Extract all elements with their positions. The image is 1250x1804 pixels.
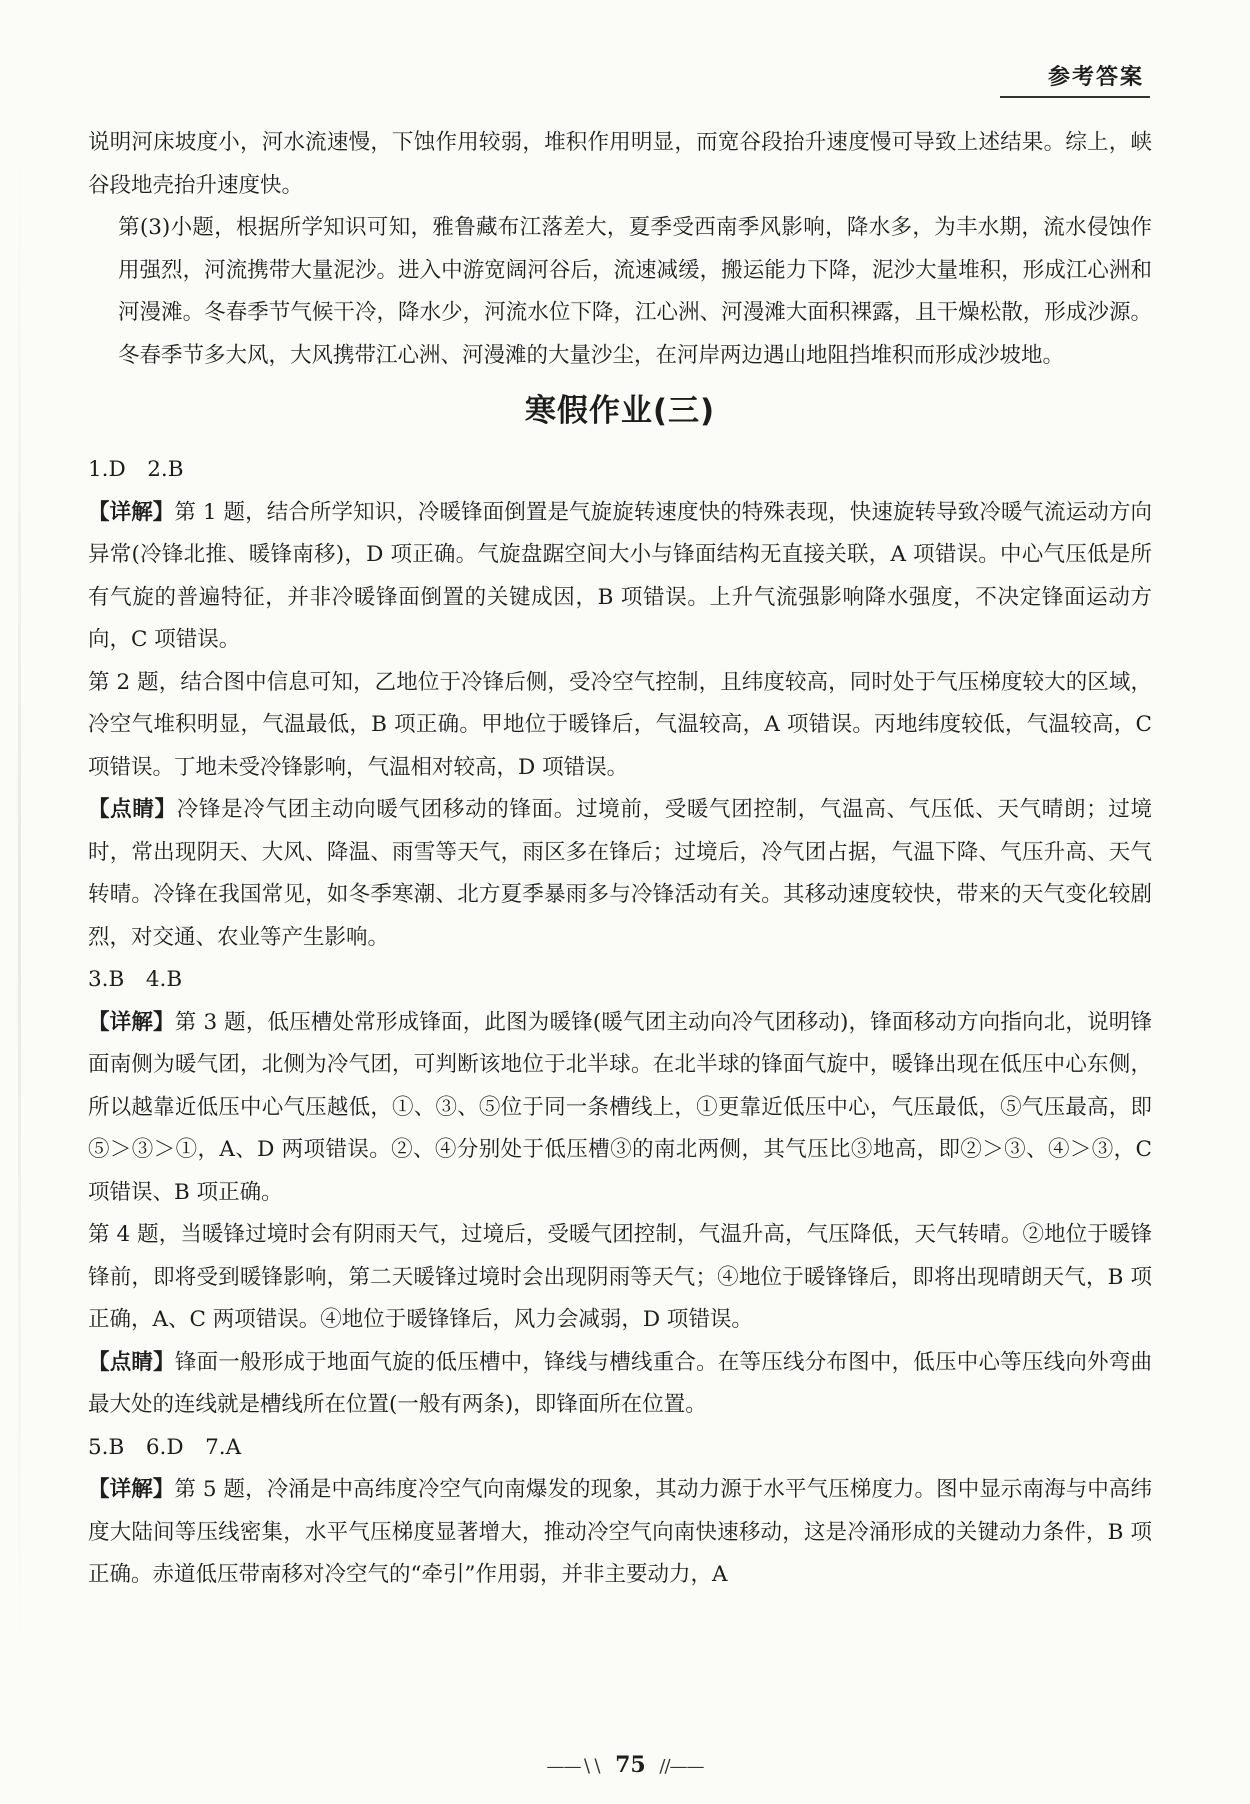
insight-text: 冷锋是冷气团主动向暖气团移动的锋面。过境前，受暖气团控制，气温高、气压低、天气晴朗；过境时，常出现阴天、大风、降温、雨雪等天气，雨区多在锋后；过境后，冷气团占据，气温下降、气压升高、天气转晴。冷锋在我国常见，如冬季寒潮、北方夏季暴雨多与冷锋活动有关。其移动速度较快，带来的天气变化较剧烈，对交通、农业等产生影响。 (88, 797, 1152, 950)
insight-tag: 【点睛】 (88, 797, 177, 822)
explanation-tag: 【详解】 (88, 1009, 175, 1035)
answer-line-1: 1.D 2.B (88, 457, 184, 482)
footer-ornament-right-icon: //—— (659, 1756, 704, 1777)
page-number: 75 (615, 1752, 646, 1778)
header-rule (1000, 96, 1150, 98)
explanation-paragraph (88, 492, 1152, 662)
insight-tag: 【点睛】 (88, 1349, 175, 1375)
page-binding-shadow (18, 150, 21, 1650)
explanation-tag: 【详解】 (88, 1477, 175, 1502)
page-content (88, 122, 1152, 1597)
page-footer (0, 1752, 1250, 1778)
explanation-text: 第 1 题，结合所学知识，冷暖锋面倒置是气旋旋转速度快的特殊表现，快速旋转导致冷暖气流运动方向异常(冷锋北推、暖锋南移)，D 项正确。气旋盘踞空间大小与锋面结构无直接关联，A 项错误。中心气压低是所有气旋的普遍特征，并非冷暖锋面倒置的关键成因，B 项错误。上升气流强影响降水强度，不决定锋面运动方向，C 项错误。 (88, 499, 1152, 652)
insight-paragraph (88, 1342, 1152, 1427)
insight-text: 锋面一般形成于地面气旋的低压槽中，锋线与槽线重合。在等压线分布图中，低压中心等压线向外弯曲最大处的连线就是槽线所在位置(一般有两条)，即锋面所在位置。 (88, 1349, 1152, 1417)
explanation-text: 第 3 题，低压槽处常形成锋面，此图为暖锋(暖气团主动向冷气团移动)，锋面移动方向指向北，说明锋面南侧为暖气团，北侧为冷气团，可判断该地位于北半球。在北半球的锋面气旋中，暖锋出现在低压中心东侧，所以越靠近低压中心气压越低，①、③、⑤位于同一条槽线上，①更靠近低压中心，气压最低，⑤气压最高，即⑤＞③＞①，A、D 两项错误。②、④分别处于低压槽③的南北两侧，其气压比③地高，即②＞③、④＞③，C 项错误、B 项正确。 (88, 1009, 1152, 1205)
explanation-paragraph (88, 1469, 1152, 1597)
explanation-tag: 【详解】 (88, 499, 175, 525)
answer-line-3: 5.B 6.D 7.A (88, 1434, 242, 1460)
explanation-paragraph: 第 2 题，结合图中信息可知，乙地位于冷锋后侧，受冷空气控制，且纬度较高，同时处于气压梯度较大的区域，冷空气堆积明显，气温最低，B 项正确。甲地位于暖锋后，气温较高，A 项错误。丙地纬度较低，气温较高，C 项错误。丁地未受冷锋影响，气温相对较高，D 项错误。 (88, 669, 1152, 780)
insight-paragraph (88, 789, 1152, 959)
explanation-paragraph: 第 4 题，当暖锋过境时会有阴雨天气，过境后，受暖气团控制，气温升高，气压降低，天气转晴。②地位于暖锋锋前，即将受到暖锋影响，第二天暖锋过境时会出现阴雨等天气；④地位于暖锋锋后，即将出现晴朗天气，B 项正确，A、C 两项错误。④地位于暖锋锋后，风力会减弱，D 项错误。 (88, 1222, 1152, 1332)
top-paragraph-2: 第(3)小题，根据所学知识可知，雅鲁藏布江落差大，夏季受西南季风影响，降水多，为丰水期，流水侵蚀作用强烈，河流携带大量泥沙。进入中游宽阔河谷后，流速减缓，搬运能力下降，泥沙大量堆积，形成江心洲和河漫滩。冬春季节气候干冷，降水少，河流水位下降，江心洲、河漫滩大面积裸露，且干燥松散，形成沙源。冬春季节多大风，大风携带江心洲、河漫滩的大量沙尘，在河岸两边遇山地阻挡堆积而形成沙坡地。 (118, 215, 1152, 368)
explanation-paragraph (88, 1002, 1152, 1215)
top-paragraph-1: 说明河床坡度小，河水流速慢，下蚀作用较弱，堆积作用明显，而宽谷段抬升速度慢可导致上述结果。综上，峡谷段地壳抬升速度快。 (88, 130, 1152, 198)
footer-ornament-left-icon: ——∖∖ (546, 1756, 602, 1777)
answer-line-2: 3.B 4.B (88, 967, 183, 992)
explanation-text: 第 5 题，冷涌是中高纬度冷空气向南爆发的现象，其动力源于水平气压梯度力。图中显示南海与中高纬度大陆间等压线密集，水平气压梯度显著增大，推动冷空气向南快速移动，这是冷涌形成的关键动力条件，B 项正确。赤道低压带南移对冷空气的“牵引”作用弱，并非主要动力，A (88, 1477, 1152, 1587)
page-header-label: 参考答案 (1047, 65, 1144, 90)
section-title: 寒假作业(三) (524, 393, 716, 429)
